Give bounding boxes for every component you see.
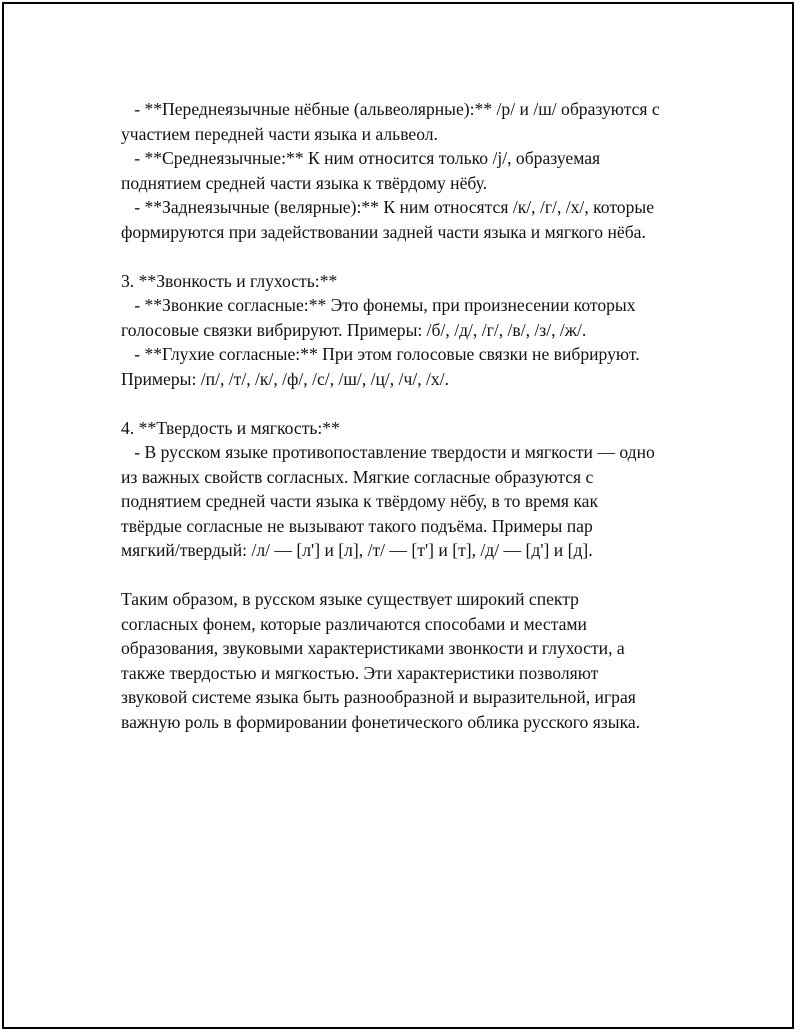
document-page: [2, 2, 794, 1029]
conclusion-line: звуковой системе языка быть разнообразной и выразительной, играя: [121, 687, 636, 707]
section-heading: 3. **Звонкость и глухость:**: [121, 270, 338, 291]
text-line: - В русском языке противопоставление твердости и мягкости — одно: [121, 442, 655, 462]
text-line: формируются при задействовании задней части языка и мягкого нёба.: [121, 221, 646, 242]
text-line: твёрдые согласные не вызывают такого подъёма. Примеры пар: [121, 515, 593, 536]
text-line: - **Среднеязычные:** К ним относится только /j/, образуемая: [121, 148, 601, 168]
text-line: - **Звонкие согласные:** Это фонемы, при произнесении которых: [121, 295, 636, 315]
blank-line: [121, 391, 701, 416]
blank-line: [121, 563, 701, 588]
text-line: - **Глухие согласные:** При этом голосовые связки не вибрируют.: [121, 344, 640, 364]
text-line: - **Заднеязычные (велярные):** К ним относятся /к/, /г/, /х/, которые: [121, 197, 655, 217]
text-line: поднятием средней части языка к твёрдому нёбу, в то время как: [121, 491, 599, 511]
conclusion-line: также твердостью и мягкостью. Эти характеристики позволяют: [121, 662, 599, 683]
text-line: голосовые связки вибрируют. Примеры: /б/, /д/, /г/, /в/, /з/, /ж/.: [121, 319, 587, 340]
text-line: - **Переднеязычные нёбные (альвеолярные):** /р/ и /ш/ образуются с: [121, 99, 660, 119]
conclusion-line: согласных фонем, которые различаются способами и местами: [121, 613, 587, 634]
conclusion-line: Таким образом, в русском языке существует широкий спектр: [121, 589, 579, 609]
conclusion-line: важную роль в формировании фонетического облика русского языка.: [121, 711, 641, 732]
section-heading: 4. **Твердость и мягкость:**: [121, 417, 340, 438]
text-line: из важных свойств согласных. Мягкие согласные образуются с: [121, 466, 594, 487]
text-line: мягкий/твердый: /л/ — [л'] и [л], /т/ — [т'] и [т], /д/ — [д'] и [д].: [121, 540, 593, 560]
blank-line: [121, 244, 701, 269]
text-line: поднятием средней части языка к твёрдому нёбу.: [121, 172, 488, 193]
text-line: Примеры: /п/, /т/, /к/, /ф/, /с/, /ш/, /ц/, /ч/, /х/.: [121, 368, 449, 389]
document-body: [121, 97, 701, 734]
conclusion-line: образования, звуковыми характеристиками звонкости и глухости, а: [121, 638, 625, 658]
text-line: участием передней части языка и альвеол.: [121, 123, 438, 144]
